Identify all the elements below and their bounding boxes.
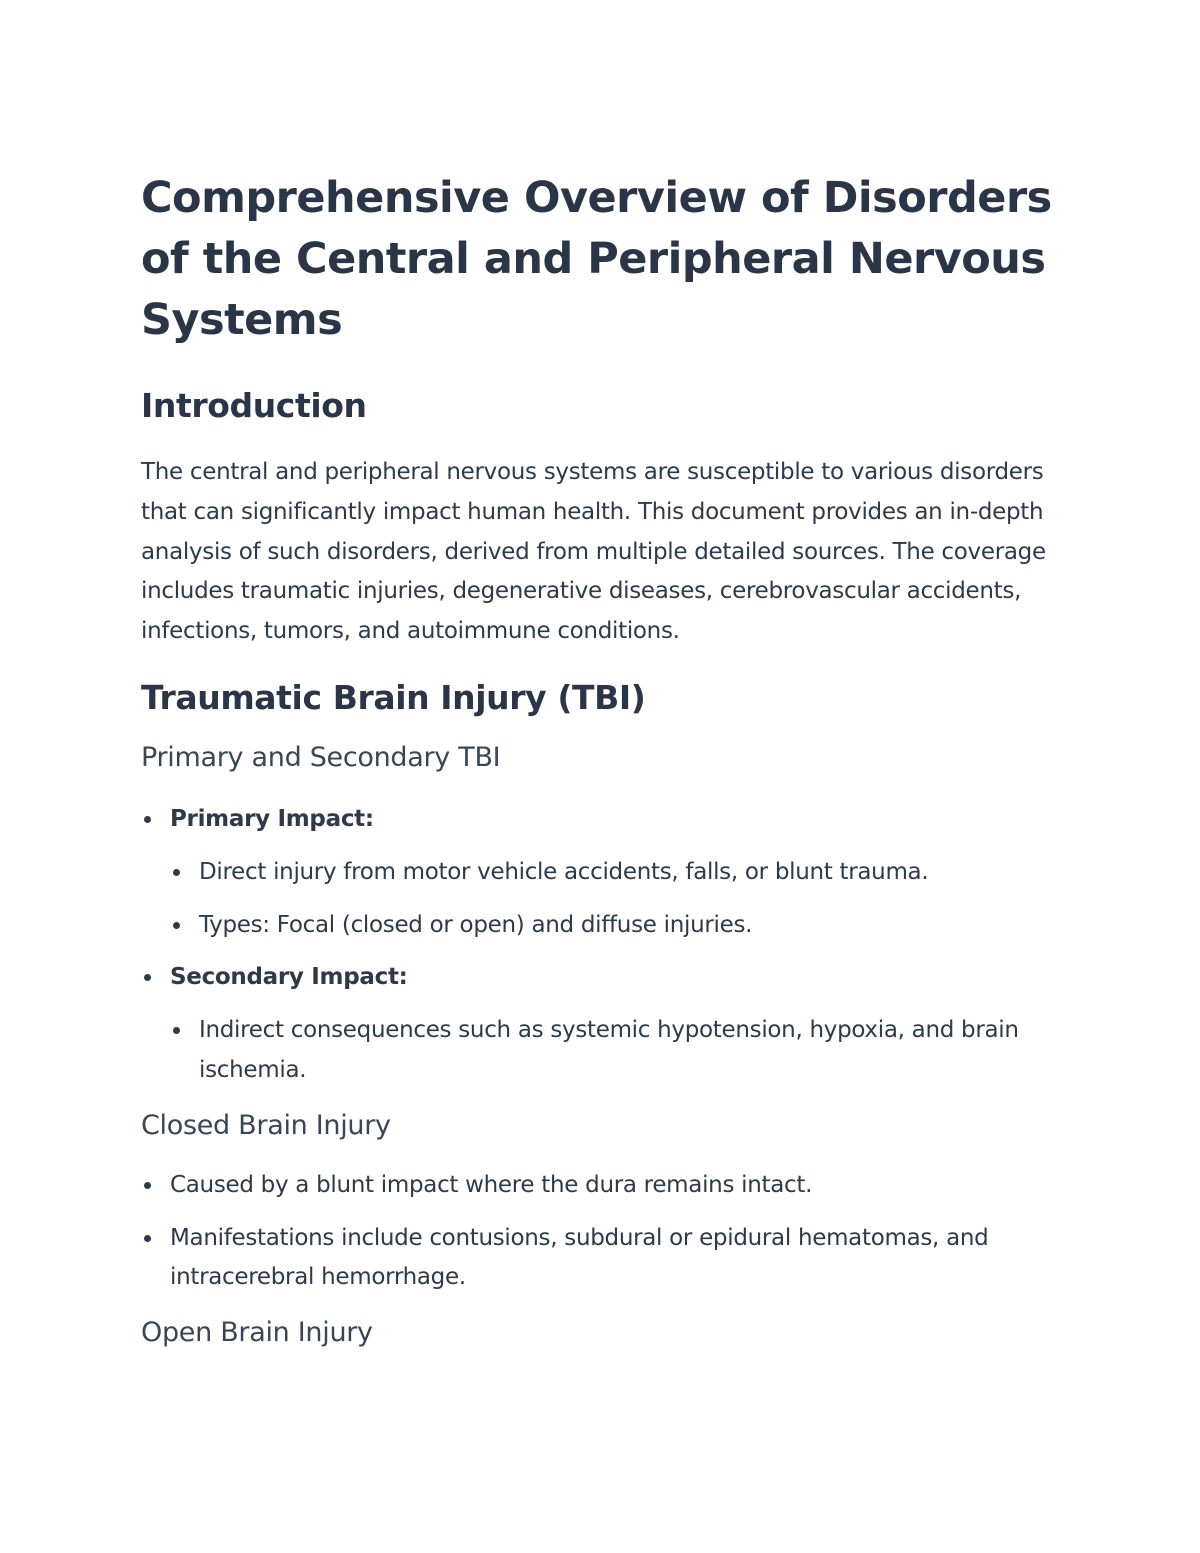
list-item bbox=[141, 1219, 1071, 1299]
bullet-icon bbox=[144, 1235, 151, 1242]
list-item-text: Manifestations include contusions, subdural or epidural hematomas, and intracerebral hemorrhage. bbox=[170, 1224, 989, 1291]
closed-brain-injury-list bbox=[141, 1166, 1071, 1298]
subheading-open-brain-injury: Open Brain Injury bbox=[141, 1317, 373, 1349]
list-item-text: Direct injury from motor vehicle accidents, falls, or blunt trauma. bbox=[199, 858, 929, 885]
section-heading-tbi: Traumatic Brain Injury (TBI) bbox=[141, 677, 646, 717]
bullet-icon bbox=[173, 922, 180, 929]
secondary-impact-sublist bbox=[170, 1011, 1071, 1091]
subheading-closed-brain-injury: Closed Brain Injury bbox=[141, 1109, 391, 1141]
list-item bbox=[141, 800, 1071, 945]
subheading-primary-secondary: Primary and Secondary TBI bbox=[141, 741, 501, 773]
bullet-icon bbox=[144, 816, 151, 823]
document-page bbox=[141, 168, 1071, 1351]
list-item-text: Caused by a blunt impact where the dura remains intact. bbox=[170, 1171, 813, 1198]
primary-impact-sublist bbox=[170, 853, 1071, 946]
bullet-icon bbox=[144, 1182, 151, 1189]
intro-paragraph: The central and peripheral nervous systems are susceptible to various disorders that can significantly impact human health. This document provides an in-depth analysis of such disorders, derived from multiple detailed sources. The coverage includes traumatic injuries, degenerative diseases, cerebrovascular accidents, infections, tumors, and autoimmune conditions. bbox=[141, 459, 1046, 645]
bullet-icon bbox=[144, 974, 151, 981]
list-item bbox=[170, 1011, 1071, 1091]
primary-impact-label: Primary Impact: bbox=[170, 805, 374, 832]
section-heading-introduction: Introduction bbox=[141, 386, 367, 425]
list-item bbox=[170, 853, 1071, 893]
primary-secondary-list bbox=[141, 800, 1071, 1091]
document-title: Comprehensive Overview of Disorders of the Central and Peripheral Nervous Systems bbox=[141, 173, 1052, 345]
bullet-icon bbox=[173, 869, 180, 876]
secondary-impact-label: Secondary Impact: bbox=[170, 964, 408, 991]
list-item-text: Types: Focal (closed or open) and diffuse injuries. bbox=[199, 911, 753, 938]
bullet-icon bbox=[173, 1027, 180, 1034]
list-item-text: Indirect consequences such as systemic hypotension, hypoxia, and brain ischemia. bbox=[199, 1017, 1019, 1083]
list-item bbox=[170, 906, 1071, 946]
list-item bbox=[141, 1166, 1071, 1206]
list-item bbox=[141, 958, 1071, 1090]
